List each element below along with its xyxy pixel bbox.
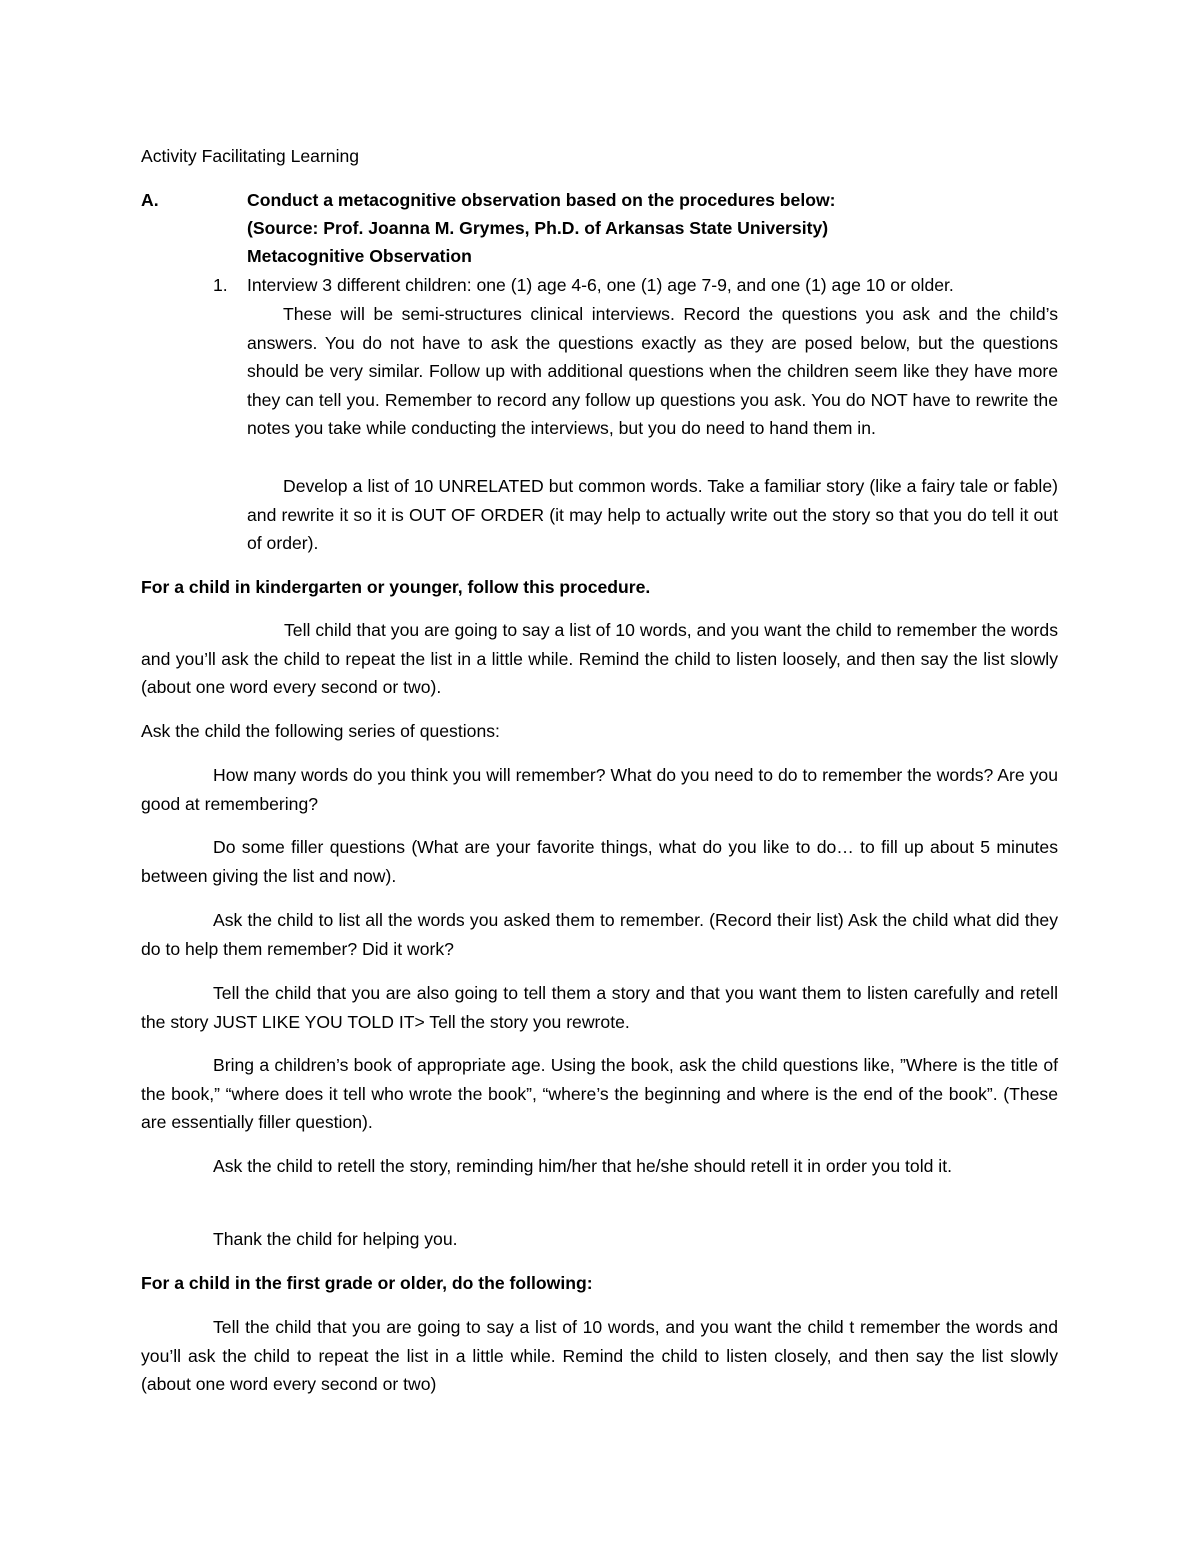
section-a-source: (Source: Prof. Joanna M. Grymes, Ph.D. of Arkansas State University) bbox=[247, 218, 829, 238]
kindergarten-question-5: Bring a children’s book of appropriate age. Using the book, ask the child questions like, ”Where is the title of the book,” “where does it tell who wrote the book”, “where’s the beginning and where is the end of the book”. (These are essentially filler question). bbox=[141, 1055, 1058, 1133]
kindergarten-question-6: Ask the child to retell the story, reminding him/her that he/she should retell it in order you told it. bbox=[213, 1156, 952, 1176]
section-a-subheading: Metacognitive Observation bbox=[247, 246, 472, 266]
section-a-heading: Conduct a metacognitive observation based on the procedures below: bbox=[247, 190, 836, 210]
item-1-paragraph-2: Develop a list of 10 UNRELATED but common words. Take a familiar story (like a fairy tale or fable) and rewrite it so it is OUT OF ORDER (it may help to actually write out the story so that you do tell it out of order). bbox=[247, 476, 1058, 554]
kindergarten-question-4: Tell the child that you are also going to tell them a story and that you want them to listen carefully and retell the story JUST LIKE YOU TOLD IT> Tell the story you rewrote. bbox=[141, 983, 1058, 1032]
item-1-paragraph-1: These will be semi-structures clinical interviews. Record the questions you ask and the child’s answers. You do not have to ask the questions exactly as they are posed below, but the questions should be very similar. Follow up with additional questions when the children seem like they have more they can tell you. Remember to record any follow up questions you ask. You do NOT have to rewrite the notes you take while conducting the interviews, but you do need to hand them in. bbox=[247, 304, 1058, 439]
kindergarten-ask-label: Ask the child the following series of questions: bbox=[141, 721, 500, 741]
first-grade-heading: For a child in the first grade or older, do the following: bbox=[141, 1273, 593, 1293]
first-grade-intro: Tell the child that you are going to say a list of 10 words, and you want the child t remember the words and you’ll ask the child to repeat the list in a little while. Remind the child to listen closely, and then say the list slowly (about one word every second or two) bbox=[141, 1317, 1058, 1395]
kindergarten-question-3: Ask the child to list all the words you asked them to remember. (Record their list) Ask the child what did they do to help them remember? Did it work? bbox=[141, 910, 1058, 959]
kindergarten-question-1: How many words do you think you will remember? What do you need to do to remember the words? Are you good at remembering? bbox=[141, 765, 1058, 814]
kindergarten-question-2: Do some filler questions (What are your favorite things, what do you like to do… to fill up about 5 minutes between giving the list and now). bbox=[141, 837, 1058, 886]
document-title: Activity Facilitating Learning bbox=[141, 146, 360, 166]
kindergarten-heading: For a child in kindergarten or younger, follow this procedure. bbox=[141, 577, 651, 597]
kindergarten-question-7: Thank the child for helping you. bbox=[213, 1229, 458, 1249]
section-a-marker: A. bbox=[141, 190, 159, 210]
item-1-text: Interview 3 different children: one (1) age 4-6, one (1) age 7-9, and one (1) age 10 or older. bbox=[247, 275, 954, 295]
kindergarten-intro: Tell child that you are going to say a list of 10 words, and you want the child to remember the words and you’ll ask the child to repeat the list in a little while. Remind the child to listen loosely, and then say the list slowly (about one word every second or two). bbox=[141, 620, 1058, 698]
item-1-marker: 1. bbox=[213, 275, 228, 295]
